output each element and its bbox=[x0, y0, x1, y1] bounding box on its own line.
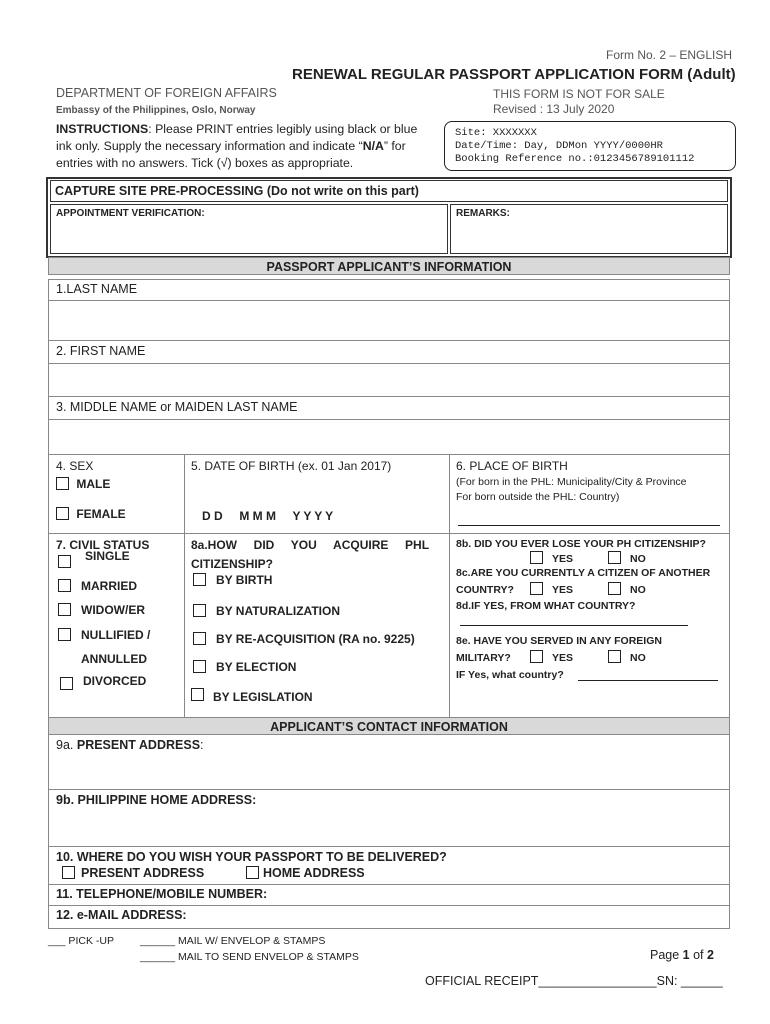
present-address-label-colon: : bbox=[200, 738, 204, 752]
page-of: of bbox=[689, 948, 707, 962]
sex-label: 4. SEX bbox=[56, 459, 94, 473]
mail-send-stamps-option: ______ MAIL TO SEND ENVELOP & STAMPS bbox=[140, 951, 359, 963]
not-for-sale: THIS FORM IS NOT FOR SALE bbox=[493, 87, 665, 101]
single-checkbox[interactable] bbox=[58, 555, 71, 568]
remarks-label: REMARKS: bbox=[456, 208, 510, 219]
page-current: 1 bbox=[682, 948, 690, 962]
civil-single[interactable] bbox=[58, 549, 130, 569]
q8b-yes-checkbox[interactable] bbox=[530, 551, 543, 564]
middle-name-label-or: or bbox=[156, 400, 175, 414]
deliver-home-checkbox[interactable] bbox=[246, 866, 259, 879]
q8d-underline bbox=[460, 625, 688, 626]
q8e-yes-checkbox[interactable] bbox=[530, 650, 543, 663]
by-naturalization-label: BY NATURALIZATION bbox=[216, 604, 340, 618]
deliver-present-checkbox[interactable] bbox=[62, 866, 75, 879]
q8e-military-label: MILITARY? bbox=[456, 652, 511, 664]
department-name: DEPARTMENT OF FOREIGN AFFAIRS bbox=[56, 86, 277, 100]
single-label: SINGLE bbox=[85, 549, 130, 563]
instructions-label: INSTRUCTIONS bbox=[56, 122, 149, 136]
na-label: N/A bbox=[362, 139, 384, 153]
last-name-label-row bbox=[48, 279, 730, 301]
present-address-label-prefix: 9a. bbox=[56, 738, 77, 752]
instructions-text-1: : Please PRINT entries legibly using black or blue bbox=[148, 122, 418, 136]
by-reacquisition-option[interactable] bbox=[193, 632, 415, 646]
middle-name-input[interactable] bbox=[48, 419, 730, 455]
q8d-label: 8d.IF YES, FROM WHAT COUNTRY? bbox=[456, 600, 636, 612]
nullified-label: NULLIFIED / bbox=[81, 628, 151, 642]
by-election-checkbox[interactable] bbox=[193, 660, 206, 673]
q8e-yes-option[interactable] bbox=[530, 650, 573, 664]
phone-label: 11. TELEPHONE/MOBILE NUMBER: bbox=[56, 887, 268, 901]
civil-status-label: 7. CIVIL STATUS bbox=[56, 538, 150, 552]
booking-reference-line: Booking Reference no.:0123456789101112 bbox=[455, 153, 695, 165]
pob-hint-2: For born outside the PHL: Country) bbox=[456, 491, 620, 503]
q8b-no-checkbox[interactable] bbox=[608, 551, 621, 564]
by-reacquisition-label: BY RE-ACQUISITION (RA no. 9225) bbox=[216, 632, 415, 646]
site-info-box bbox=[444, 121, 736, 171]
mail-with-stamps-option: ______ MAIL W/ ENVELOP & STAMPS bbox=[140, 935, 326, 947]
capture-title: CAPTURE SITE PRE-PROCESSING (Do not write on this part) bbox=[55, 184, 419, 198]
civil-nullified[interactable] bbox=[58, 628, 150, 642]
sex-female-option[interactable] bbox=[56, 507, 126, 521]
deliver-present-address-option[interactable] bbox=[62, 866, 204, 880]
divorced-checkbox[interactable] bbox=[60, 677, 73, 690]
annulled-label: ANNULLED bbox=[81, 652, 147, 666]
q8e-no-label: NO bbox=[630, 652, 646, 664]
q8c-no-checkbox[interactable] bbox=[608, 582, 621, 595]
civil-divorced[interactable] bbox=[60, 674, 147, 691]
last-name-input[interactable] bbox=[48, 300, 730, 341]
form-number: Form No. 2 – ENGLISH bbox=[606, 48, 733, 62]
first-name-input[interactable] bbox=[48, 363, 730, 397]
middle-name-label-a: 3. MIDDLE NAME bbox=[56, 400, 157, 414]
by-legislation-checkbox[interactable] bbox=[191, 688, 204, 701]
middle-name-label-b: MAIDEN LAST NAME bbox=[174, 400, 298, 414]
present-address-label bbox=[56, 738, 204, 752]
male-label: MALE bbox=[76, 477, 111, 491]
q8e-no-option[interactable] bbox=[608, 650, 646, 664]
pob-hint-1: (For born in the PHL: Municipality/City & Province bbox=[456, 476, 687, 488]
site-line: Site: XXXXXXX bbox=[455, 127, 537, 139]
instructions-text-2b: ” for bbox=[383, 139, 406, 153]
contact-info-header: APPLICANT’S CONTACT INFORMATION bbox=[48, 717, 730, 735]
delivery-question: 10. WHERE DO YOU WISH YOUR PASSPORT TO BE DELIVERED? bbox=[56, 850, 447, 864]
q8b-yes-label: YES bbox=[552, 553, 574, 565]
applicant-info-header: PASSPORT APPLICANT’S INFORMATION bbox=[48, 257, 730, 275]
q8e-country-underline bbox=[578, 680, 718, 681]
page-total: 2 bbox=[707, 948, 714, 962]
by-naturalization-checkbox[interactable] bbox=[193, 604, 206, 617]
citizenship-question: 8a.HOW DID YOU ACQUIRE PHL bbox=[191, 538, 430, 552]
revised-date: Revised : 13 July 2020 bbox=[493, 102, 615, 116]
by-election-label: BY ELECTION bbox=[216, 660, 297, 674]
last-name-label: 1.LAST NAME bbox=[56, 282, 138, 296]
pob-label: 6. PLACE OF BIRTH bbox=[456, 459, 568, 473]
female-checkbox[interactable] bbox=[56, 507, 69, 520]
appointment-label: APPOINTMENT VERIFICATION: bbox=[56, 208, 205, 219]
q8b-label: 8b. DID YOU EVER LOSE YOUR PH CITIZENSHIP? bbox=[456, 538, 706, 550]
page-number bbox=[650, 948, 714, 962]
dob-label: 5. DATE OF BIRTH (ex. 01 Jan 2017) bbox=[191, 459, 392, 473]
by-election-option[interactable] bbox=[193, 660, 296, 674]
present-address-label-text: PRESENT ADDRESS bbox=[76, 738, 201, 752]
page-prefix: Page bbox=[650, 948, 683, 962]
by-legislation-label: BY LEGISLATION bbox=[213, 690, 313, 704]
q8b-yes-option[interactable] bbox=[530, 551, 573, 565]
by-legislation-option[interactable] bbox=[191, 688, 313, 702]
first-name-label-row bbox=[48, 340, 730, 364]
datetime-line: Date/Time: Day, DDMon YYYY/0000HR bbox=[455, 140, 663, 152]
pob-underline bbox=[458, 525, 720, 526]
by-reacquisition-checkbox[interactable] bbox=[193, 632, 206, 645]
instructions-text-3: entries with no answers. Tick (√) boxes as appropriate. bbox=[56, 156, 354, 170]
embassy-name: Embassy of the Philippines, Oslo, Norway bbox=[56, 105, 256, 116]
pickup-option: ___ PICK -UP bbox=[48, 935, 114, 947]
nullified-checkbox[interactable] bbox=[58, 628, 71, 641]
q8c-label: 8c.ARE YOU CURRENTLY A CITIZEN OF ANOTHER bbox=[456, 567, 711, 579]
middle-name-label bbox=[56, 400, 298, 414]
official-receipt: OFFICIAL RECEIPT_________________SN: ______ bbox=[425, 974, 723, 988]
married-label: MARRIED bbox=[81, 579, 137, 593]
deliver-home-label: HOME ADDRESS bbox=[263, 866, 365, 880]
q8e-no-checkbox[interactable] bbox=[608, 650, 621, 663]
widow-label: WIDOW/ER bbox=[81, 603, 145, 617]
widow-checkbox[interactable] bbox=[58, 603, 71, 616]
by-birth-checkbox[interactable] bbox=[193, 573, 206, 586]
q8b-no-label: NO bbox=[630, 553, 646, 565]
form-title: RENEWAL REGULAR PASSPORT APPLICATION FORM (Adult) bbox=[292, 66, 736, 83]
home-address-label: 9b. PHILIPPINE HOME ADDRESS: bbox=[56, 793, 257, 807]
q8c-no-label: NO bbox=[630, 584, 646, 596]
q8e-yes-label: YES bbox=[552, 652, 574, 664]
by-naturalization-option[interactable] bbox=[193, 604, 340, 618]
citizenship-question-2: CITIZENSHIP? bbox=[191, 557, 274, 571]
by-birth-label: BY BIRTH bbox=[216, 573, 273, 587]
female-label: FEMALE bbox=[76, 507, 126, 521]
q8b-no-option[interactable] bbox=[608, 551, 646, 565]
deliver-home-address-option[interactable] bbox=[246, 866, 365, 880]
q8c-no-option[interactable] bbox=[608, 582, 646, 596]
sex-male-option[interactable] bbox=[56, 477, 110, 491]
q8e-country-label: IF Yes, what country? bbox=[456, 669, 564, 681]
q8c-yes-checkbox[interactable] bbox=[530, 582, 543, 595]
first-name-label: 2. FIRST NAME bbox=[56, 344, 146, 358]
by-birth-option[interactable] bbox=[193, 573, 272, 587]
q8e-label: 8e. HAVE YOU SERVED IN ANY FOREIGN bbox=[456, 635, 662, 647]
dob-format: D D M M M Y Y Y Y bbox=[202, 509, 334, 523]
q8c-yes-label: YES bbox=[552, 584, 574, 596]
divorced-label: DIVORCED bbox=[83, 674, 147, 688]
q8c-country-label: COUNTRY? bbox=[456, 584, 514, 596]
instructions-text-2a: ink only. Supply the necessary information and indicate “ bbox=[56, 139, 363, 153]
email-label: 12. e-MAIL ADDRESS: bbox=[56, 908, 187, 922]
civil-married[interactable] bbox=[58, 579, 137, 593]
married-checkbox[interactable] bbox=[58, 579, 71, 592]
q8c-yes-option[interactable] bbox=[530, 582, 573, 596]
instructions bbox=[56, 121, 442, 172]
civil-widow[interactable] bbox=[58, 603, 145, 617]
deliver-present-label: PRESENT ADDRESS bbox=[81, 866, 205, 880]
male-checkbox[interactable] bbox=[56, 477, 69, 490]
